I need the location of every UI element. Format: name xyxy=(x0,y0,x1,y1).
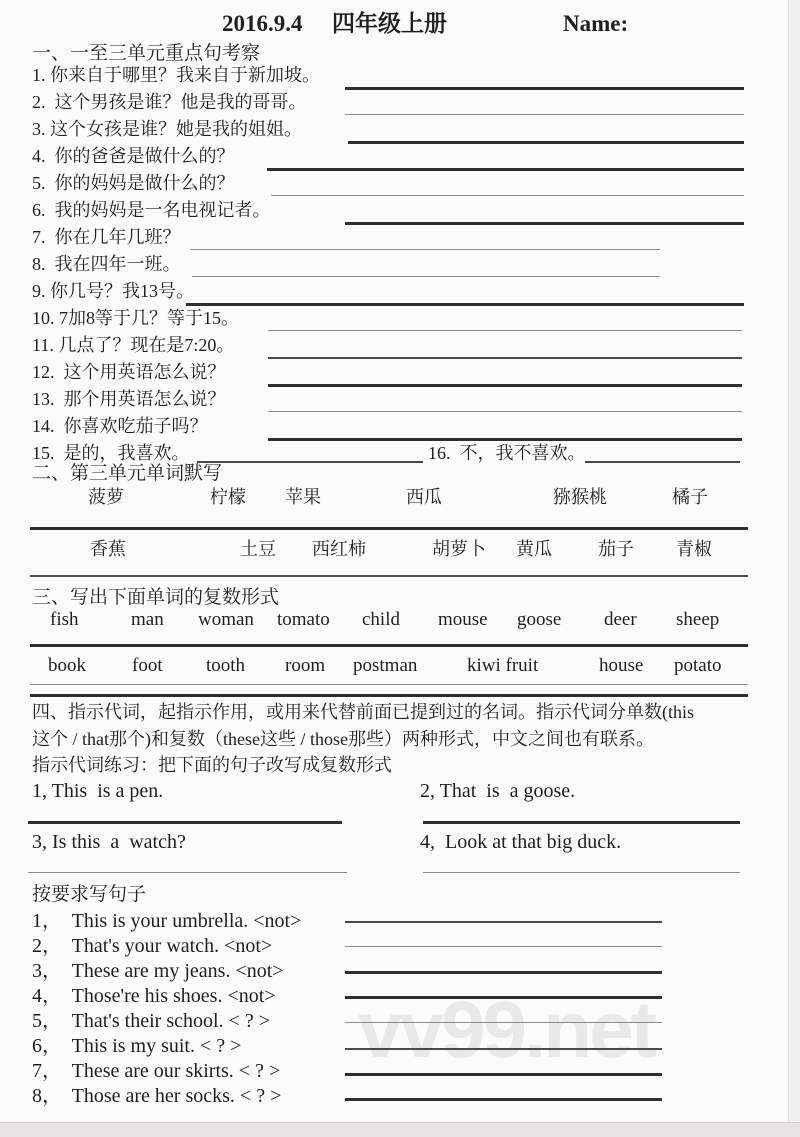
word-fish: fish xyxy=(50,609,79,630)
word-banana: 香蕉 xyxy=(90,539,126,559)
pair-answer-line-4 xyxy=(423,872,740,873)
answer-line-12 xyxy=(268,384,742,387)
word-goose: goose xyxy=(517,609,562,630)
word-apple: 苹果 xyxy=(285,487,321,507)
word-potato-cn: 土豆 xyxy=(240,539,276,559)
answer-line-8 xyxy=(192,276,660,277)
question-8: 8. 我在四年一班。 xyxy=(32,254,181,274)
section4-practice-title: 指示代词练习：把下面的句子改写成复数形式 xyxy=(32,755,392,775)
write-line-fruits-1 xyxy=(30,527,748,530)
rewrite-answer-line-4 xyxy=(345,996,662,999)
question-14: 14. 你喜欢吃茄子吗？ xyxy=(32,416,208,436)
pair-item-1: 1, This is a pen. xyxy=(32,780,164,802)
question-7: 7. 你在几年几班？ xyxy=(32,227,181,247)
word-carrot: 胡萝卜 xyxy=(432,539,486,559)
question-11: 11. 几点了？现在是7:20。 xyxy=(32,335,235,355)
word-tomato-cn: 西红柿 xyxy=(312,539,366,559)
word-kiwi-fruit: kiwi fruit xyxy=(467,655,539,676)
pair-answer-line-1 xyxy=(28,821,342,824)
answer-line-4 xyxy=(267,168,744,171)
answer-line-1 xyxy=(345,87,744,90)
write-line-plurals-2a xyxy=(30,684,748,685)
word-eggplant: 茄子 xyxy=(598,539,634,559)
page-right-edge xyxy=(788,0,800,1137)
word-mouse: mouse xyxy=(438,609,488,630)
word-room: room xyxy=(285,655,326,676)
word-pepper: 青椒 xyxy=(676,539,712,559)
rewrite-answer-line-8 xyxy=(345,1098,662,1101)
answer-line-5 xyxy=(271,195,744,196)
answer-line-11 xyxy=(268,357,742,359)
rewrite-answer-line-2 xyxy=(345,946,662,947)
rewrite-title: 按要求写句子 xyxy=(32,884,147,905)
pair-item-3: 3, Is this a watch? xyxy=(32,831,186,853)
watermark-text: vv99.net xyxy=(358,985,655,1074)
rewrite-answer-line-6 xyxy=(345,1048,662,1050)
word-orange: 橘子 xyxy=(672,487,708,507)
section3-title: 三、写出下面单词的复数形式 xyxy=(32,587,280,608)
answer-line-13 xyxy=(268,411,742,412)
header-date: 2016.9.4 xyxy=(222,11,303,36)
word-woman: woman xyxy=(198,609,254,630)
word-tooth: tooth xyxy=(206,655,246,676)
pair-item-4: 4, Look at that big duck. xyxy=(420,831,622,853)
word-pineapple: 菠萝 xyxy=(88,487,124,507)
section2-title: 二、第三单元单词默写 xyxy=(32,463,223,484)
word-child: child xyxy=(362,609,400,630)
answer-line-3 xyxy=(348,141,744,144)
rewrite-item-8: 8， Those are her socks. < ? > xyxy=(32,1085,282,1107)
write-line-plurals-2b xyxy=(30,694,748,697)
question-13: 13. 那个用英语怎么说？ xyxy=(32,389,226,409)
answer-line-15 xyxy=(197,461,423,463)
question-9: 9. 你几号？我13号。 xyxy=(32,281,194,301)
rewrite-answer-line-1 xyxy=(345,921,662,923)
word-tomato: tomato xyxy=(277,609,330,630)
rewrite-item-6: 6， This is my suit. < ? > xyxy=(32,1035,242,1057)
rewrite-item-2: 2， That's your watch. <not> xyxy=(32,935,273,957)
word-sheep: sheep xyxy=(676,609,720,630)
question-12: 12. 这个用英语怎么说？ xyxy=(32,362,226,382)
answer-line-9 xyxy=(186,303,744,306)
word-house: house xyxy=(599,655,644,676)
question-6: 6. 我的妈妈是一名电视记者。 xyxy=(32,200,271,220)
rewrite-answer-line-5 xyxy=(345,1022,662,1023)
question-3: 3. 这个女孩是谁？她是我的姐姐。 xyxy=(32,119,302,139)
question-15: 15. 是的，我喜欢。 xyxy=(32,443,190,463)
rewrite-item-4: 4， Those're his shoes. <not> xyxy=(32,985,276,1007)
answer-line-16 xyxy=(585,461,740,463)
page-bottom-strip xyxy=(0,1122,800,1137)
answer-line-7 xyxy=(190,249,660,250)
rewrite-item-1: 1， This is your umbrella. <not> xyxy=(32,910,302,932)
word-deer: deer xyxy=(604,609,637,630)
answer-line-6 xyxy=(345,222,744,225)
rewrite-item-3: 3， These are my jeans. <not> xyxy=(32,960,284,982)
pair-item-2: 2, That is a goose. xyxy=(420,780,576,802)
rewrite-answer-line-3 xyxy=(345,971,662,974)
rewrite-answer-line-7 xyxy=(345,1073,662,1076)
section1-title: 一、一至三单元重点句考察 xyxy=(32,43,261,64)
question-4: 4. 你的爸爸是做什么的？ xyxy=(32,146,235,166)
word-postman: postman xyxy=(353,655,418,676)
word-kiwi: 猕猴桃 xyxy=(553,487,607,507)
word-cucumber: 黄瓜 xyxy=(516,539,552,559)
rewrite-item-7: 7， These are our skirts. < ? > xyxy=(32,1060,281,1082)
section4-intro-line1: 四、指示代词，起指示作用，或用来代替前面已提到过的名词。指示代词分单数(this xyxy=(32,702,694,722)
question-1: 1. 你来自于哪里？我来自于新加坡。 xyxy=(32,65,320,85)
question-16: 16. 不，我不喜欢。 xyxy=(428,443,586,463)
rewrite-item-5: 5， That's their school. < ? > xyxy=(32,1010,270,1032)
word-potato: potato xyxy=(674,655,722,676)
section4-intro-line2: 这个 / that那个)和复数（these这些 / those那些）两种形式，中文之间也有联系。 xyxy=(32,729,654,749)
word-man: man xyxy=(131,609,164,630)
answer-line-2 xyxy=(345,114,744,115)
question-5: 5. 你的妈妈是做什么的？ xyxy=(32,173,235,193)
pair-answer-line-3 xyxy=(28,872,347,873)
answer-line-10 xyxy=(268,330,742,331)
header-title: 四年级上册 xyxy=(332,11,447,36)
word-foot: foot xyxy=(132,655,163,676)
question-10: 10. 7加8等于几？等于15。 xyxy=(32,308,239,328)
word-watermelon: 西瓜 xyxy=(406,487,442,507)
write-line-fruits-2 xyxy=(30,575,748,577)
word-lemon: 柠檬 xyxy=(210,487,246,507)
write-line-plurals-1 xyxy=(30,644,748,647)
pair-answer-line-2 xyxy=(423,821,740,824)
question-2: 2. 这个男孩是谁？他是我的哥哥。 xyxy=(32,92,307,112)
word-book: book xyxy=(48,655,86,676)
header-name-label: Name: xyxy=(563,11,629,36)
